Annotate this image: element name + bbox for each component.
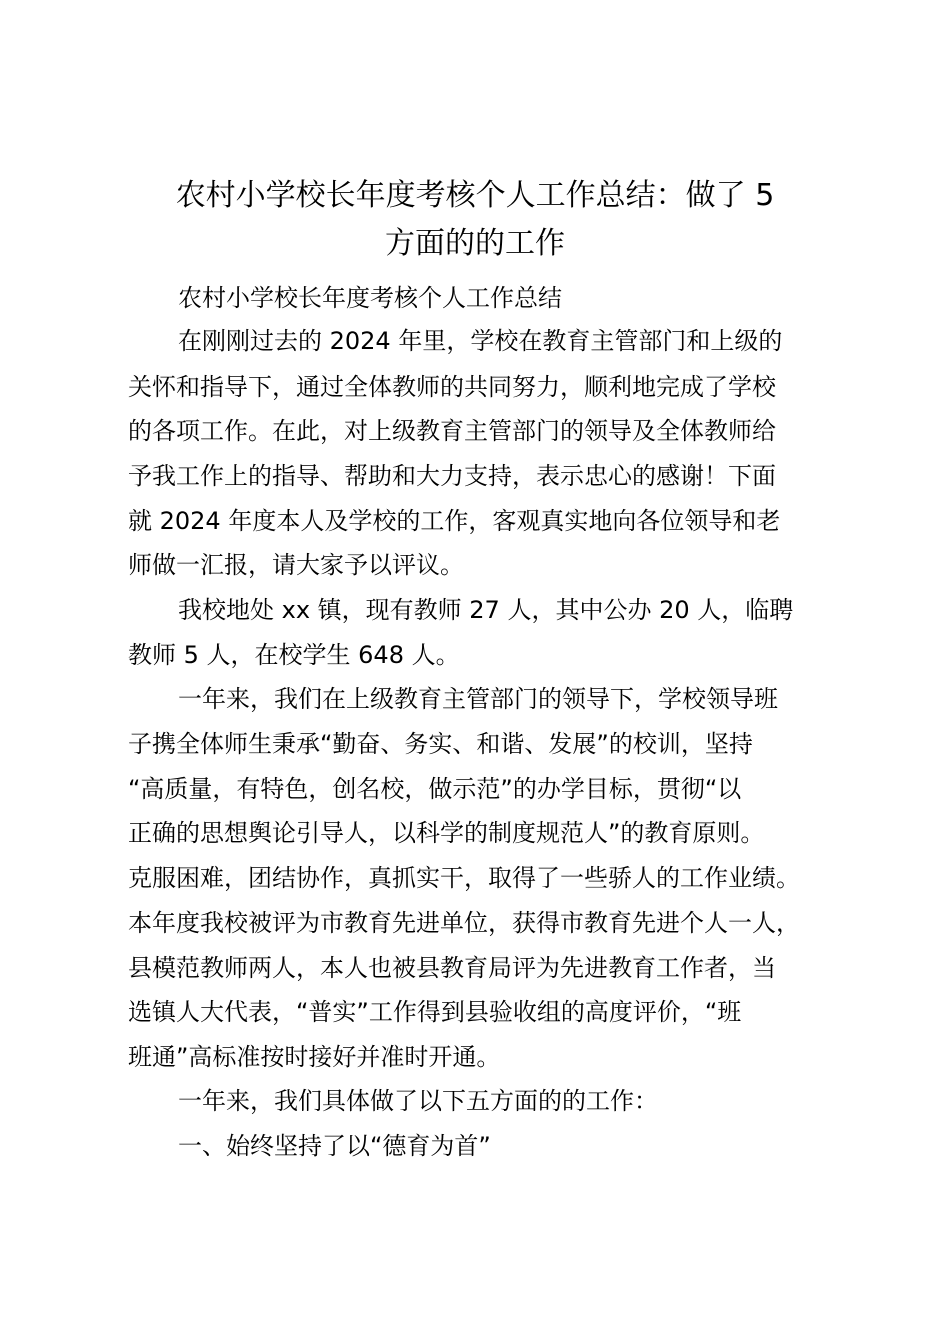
section-heading-1: 一、始终坚持了以“德育为首”	[178, 1132, 491, 1160]
paragraph-4-line-1: 一年来，我们具体做了以下五方面的的工作：	[178, 1087, 658, 1115]
paragraph-1-line-3: 的各项工作。在此，对上级教育主管部门的领导及全体教师给	[128, 417, 776, 445]
paragraph-3-line-6: 本年度我校被评为市教育先进单位，获得市教育先进个人一人，	[128, 909, 800, 937]
paragraph-1-line-2: 关怀和指导下，通过全体教师的共同努力，顺利地完成了学校	[128, 373, 776, 401]
paragraph-1-line-5: 就 2024 年度本人及学校的工作，客观真实地向各位领导和老	[128, 507, 781, 535]
paragraph-1-line-6: 师做一汇报，请大家予以评议。	[128, 551, 464, 579]
document-title-line-2: 方面的的工作	[385, 226, 565, 261]
paragraph-1-line-1: 在刚刚过去的 2024 年里，学校在教育主管部门和上级的	[178, 327, 783, 355]
paragraph-3-line-2: 子携全体师生秉承“勤奋、务实、和谐、发展”的校训，坚持	[128, 730, 753, 758]
paragraph-3-line-3: “高质量，有特色，创名校，做示范”的办学目标，贯彻“以	[128, 775, 742, 803]
paragraph-1-line-4: 予我工作上的指导、帮助和大力支持，表示忠心的感谢！下面	[128, 462, 776, 490]
paragraph-2-line-2: 教师 5 人，在校学生 648 人。	[128, 641, 460, 669]
paragraph-3-line-5: 克服困难，团结协作，真抓实干，取得了一些骄人的工作业绩。	[128, 864, 800, 892]
paragraph-3-line-8: 选镇人大代表，“普实”工作得到县验收组的高度评价，“班	[128, 998, 742, 1026]
document-title-line-1: 农村小学校长年度考核个人工作总结：做了 5	[175, 178, 775, 213]
paragraph-3-line-4: 正确的思想舆论引导人，以科学的制度规范人”的教育原则。	[128, 819, 765, 847]
subtitle: 农村小学校长年度考核个人工作总结	[178, 284, 562, 312]
paragraph-3-line-9: 班通”高标准按时接好并准时开通。	[128, 1043, 501, 1071]
paragraph-3-line-1: 一年来，我们在上级教育主管部门的领导下，学校领导班	[178, 685, 778, 713]
paragraph-2-line-1: 我校地处 xx 镇，现有教师 27 人，其中公办 20 人，临聘	[178, 596, 794, 624]
paragraph-3-line-7: 县模范教师两人，本人也被县教育局评为先进教育工作者，当	[128, 954, 776, 982]
